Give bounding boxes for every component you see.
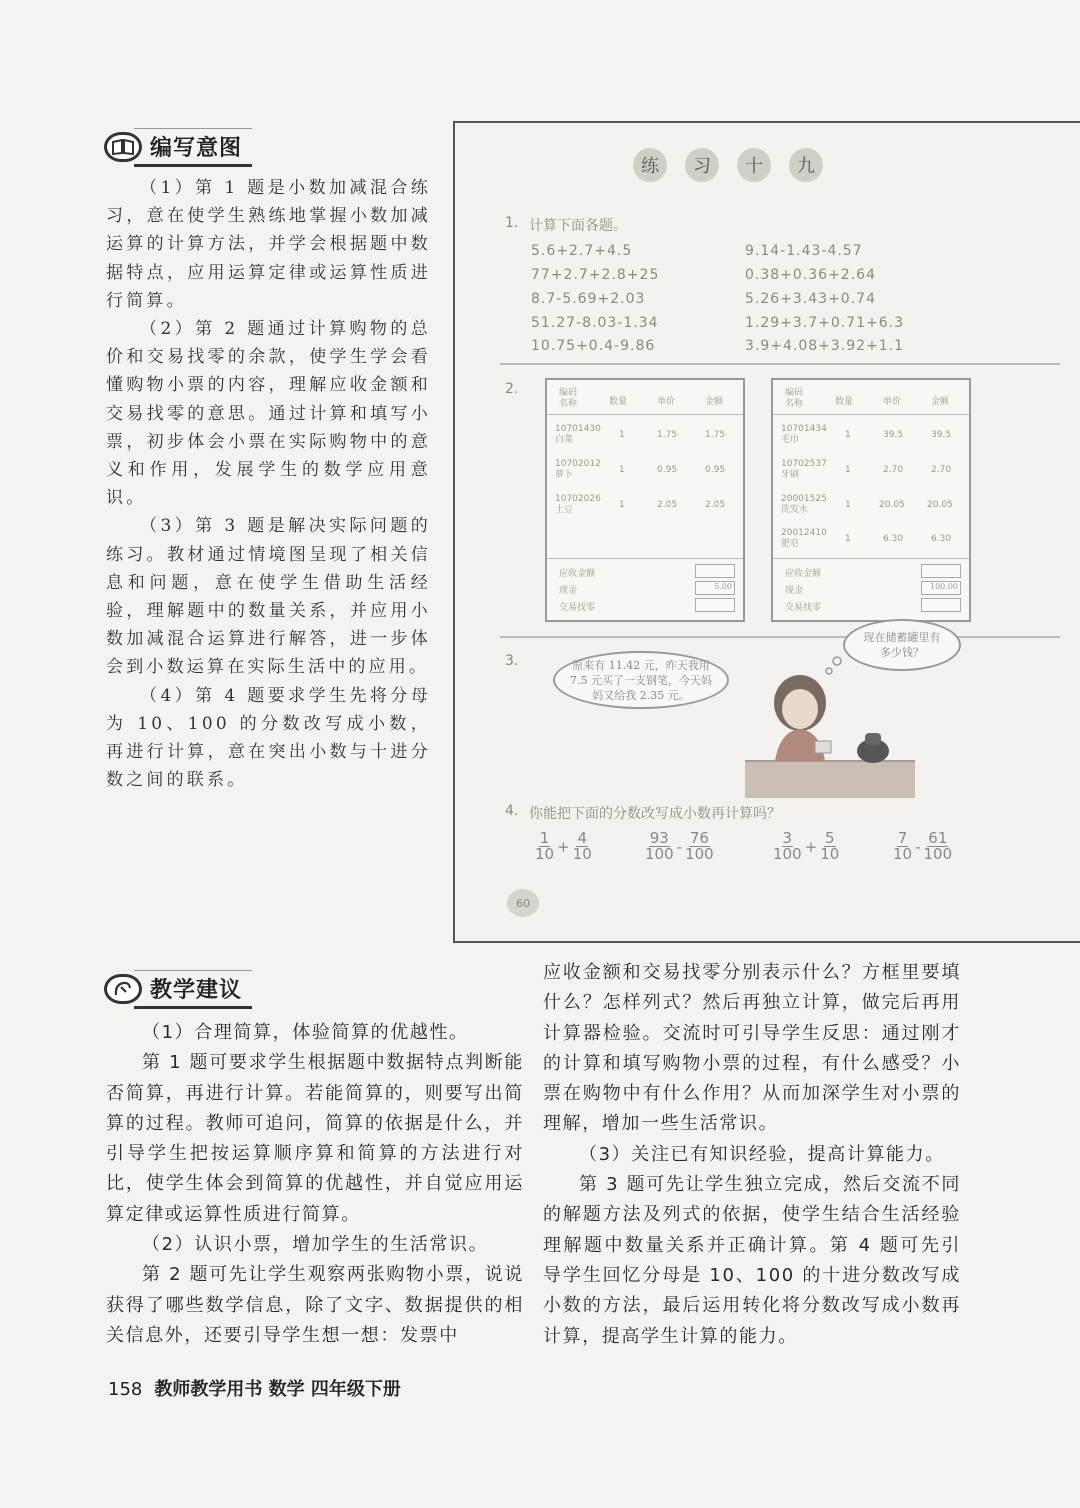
change-label: 交易找零	[559, 603, 596, 613]
ex3-label: 3.	[505, 653, 519, 669]
intent-paragraph: （2）第 2 题通过计算购物的总价和交易找零的余款，使学生学会看懂购物小票的内容，理解应收金额和交易找零的意思。通过计算和填写小票，初步体会小票在实际购物中的意义和作用，发展学生的数学应用意识。	[106, 319, 431, 509]
ex4-prompt: 你能把下面的分数改写成小数再计算吗？	[529, 806, 781, 822]
receipt-1	[545, 378, 745, 622]
ex1-item: 51.27-8.03-1.34	[531, 315, 659, 331]
item-amount: 2.05	[705, 500, 726, 510]
item-qty: 1	[845, 500, 851, 510]
ex1-item: 1.29+3.7+0.71+6.3	[745, 315, 905, 331]
ex1-prompt: 计算下面各题。	[529, 218, 627, 234]
title-char: 练	[633, 148, 667, 182]
item-code: 20001525 洗发水	[781, 494, 827, 515]
item-price: 2.70	[883, 465, 904, 475]
item-code: 10702026 土豆	[555, 494, 601, 515]
intent-paragraph: （1）第 1 题是小数加减混合练习，意在使学生熟练地掌握小数加减运算的计算方法，并学会根据题中数据特点，应用运算定律或运算性质进行简算。	[106, 178, 431, 311]
suggest-paragraph: 第 2 题可先让学生观察两张购物小票，说说获得了哪些数学信息，除了文字、数据提供的相关信息外，还要引导学生想一想：发票中	[106, 1264, 524, 1346]
speech-bubble: 原来有 11.42 元，昨天我用 7.5 元买了一支钢笔，今天妈妈又给我 2.35 元。	[553, 651, 729, 709]
header-code: 编码 名称	[559, 388, 578, 409]
header-amount: 金额	[931, 397, 950, 407]
header-qty: 数量	[835, 397, 854, 407]
suggest-paragraph: 应收金额和交易找零分别表示什么？方框里要填什么？怎样列式？然后再独立计算，做完后再用计算器检验。交流时可引导学生反思：通过刚才的计算和填写购物小票的过程，有什么感受？小票在购物中有什么作用？从而加深学生对小票的理解，增加一些生活常识。	[543, 962, 961, 1135]
header-qty: 数量	[609, 397, 628, 407]
item-code: 10702012 萝卜	[555, 459, 601, 480]
ex1-item: 9.14-1.43-4.57	[745, 243, 863, 259]
item-code: 10701434 毛巾	[781, 424, 827, 445]
fraction-expression: 1 10 + $\frac{4}{10}$	[535, 829, 592, 863]
paid-label: 现金	[559, 586, 578, 596]
item-qty: 1	[619, 430, 625, 440]
item-amount: 2.70	[931, 465, 952, 475]
item-qty: 1	[619, 500, 625, 510]
header-price: 单价	[883, 397, 902, 407]
item-qty: 1	[619, 465, 625, 475]
item-amount: 1.75	[705, 430, 726, 440]
change-box[interactable]	[695, 598, 735, 612]
page-footer	[108, 1375, 401, 1401]
book-icon	[104, 132, 142, 162]
divider	[500, 636, 1060, 638]
fraction-expression: 3 100 + $\frac{5}{10}$	[773, 829, 840, 863]
ex1-item: 5.26+3.43+0.74	[745, 291, 876, 307]
total-box[interactable]	[695, 564, 735, 578]
header-amount: 金额	[705, 397, 724, 407]
paid-box: 100.00	[921, 581, 961, 595]
item-price: 2.05	[657, 500, 678, 510]
item-price: 6.30	[883, 534, 904, 544]
suggest-paragraph: （1）合理简算，体验简算的优越性。	[142, 1022, 469, 1043]
textbook-page-number: 60	[507, 889, 539, 917]
ex2-label: 2.	[505, 381, 519, 397]
change-label: 交易找零	[785, 603, 822, 613]
intent-title: 编写意图	[134, 128, 252, 167]
item-qty: 1	[845, 430, 851, 440]
total-label: 应收金额	[785, 569, 822, 579]
intent-header	[104, 130, 252, 164]
header-code: 编码 名称	[785, 388, 804, 409]
ex1-item: 5.6+2.7+4.5	[531, 243, 633, 259]
header-price: 单价	[657, 397, 676, 407]
ex1-label: 1.	[505, 215, 519, 231]
item-amount: 6.30	[931, 534, 952, 544]
item-amount: 0.95	[705, 465, 726, 475]
fraction-expression: 93 100 - 76 100	[645, 829, 714, 863]
ex1-item: 0.38+0.36+2.64	[745, 267, 876, 283]
thought-bubble: 现在储蓄罐里有多少钱？	[843, 619, 961, 671]
ex1-item: 3.9+4.08+3.92+1.1	[745, 338, 905, 354]
suggest-paragraph: 第 3 题可先让学生独立完成，然后交流不同的解题方法及列式的依据，使学生结合生活经验理解题中数量关系并正确计算。第 4 题可先引导学生回忆分母是 10、100 的十进分数改写成小数的方法，最后运用转化将分数改写成小数再计算，提高学生计算的能力。	[543, 1174, 961, 1347]
exercise-title	[633, 148, 823, 182]
fraction-expression: 7 10 - 61 100	[893, 829, 953, 863]
suggest-paragraph: （3）关注已有知识经验，提高计算能力。	[579, 1143, 945, 1165]
ex1-item: 77+2.7+2.8+25	[531, 267, 660, 283]
intent-body	[106, 174, 431, 794]
item-code: 20012410 肥皂	[781, 528, 827, 549]
change-box[interactable]	[921, 598, 961, 612]
suggest-header	[104, 972, 252, 1006]
paid-label: 现金	[785, 586, 804, 596]
item-price: 20.05	[879, 500, 905, 510]
item-price: 1.75	[657, 430, 678, 440]
suggest-paragraph: （2）认识小票，增加学生的生活常识。	[142, 1234, 489, 1256]
item-amount: 20.05	[927, 500, 953, 510]
pen-icon	[104, 974, 142, 1004]
ex1-item: 10.75+0.4-9.86	[531, 338, 656, 354]
total-box[interactable]	[921, 564, 961, 578]
suggest-right-column	[543, 958, 961, 1352]
suggest-title: 教学建议	[134, 970, 252, 1009]
title-char: 十	[737, 148, 771, 182]
item-price: 0.95	[657, 465, 678, 475]
suggest-left-column	[106, 1018, 524, 1351]
girl-illustration	[725, 643, 915, 798]
paid-box: 5.00	[695, 581, 735, 595]
textbook-page	[453, 121, 1080, 943]
intent-paragraph: （4）第 4 题要求学生先将分母为 10、100 的分数改写成小数，再进行计算，意在突出小数与十进分数之间的联系。	[106, 685, 431, 791]
intent-paragraph: （3）第 3 题是解决实际问题的练习。教材通过情境图呈现了相关信息和问题，意在使学生借助生活经验，理解题中的数量关系，并应用小数加减混合运算进行解答，进一步体会到小数运算在实际生活中的应用。	[106, 516, 431, 678]
book-title: 教师教学用书 数学 四年级下册	[154, 1379, 401, 1400]
title-char: 习	[685, 148, 719, 182]
item-price: 39.5	[883, 430, 904, 440]
total-label: 应收金额	[559, 569, 596, 579]
item-qty: 1	[845, 534, 851, 544]
item-qty: 1	[845, 465, 851, 475]
receipt-2	[771, 378, 971, 622]
item-amount: 39.5	[931, 430, 952, 440]
item-code: 10701430 白菜	[555, 424, 601, 445]
page-number: 158	[108, 1379, 143, 1400]
item-code: 10702537 牙刷	[781, 459, 827, 480]
suggest-paragraph: 第 1 题可要求学生根据题中数据特点判断能否简算，再进行计算。若能简算的，则要写出简算的过程。教师可追问，简算的依据是什么，并引导学生把按运算顺序算和简算的方法进行对比，使学生体会到简算的优越性，并自觉应用运算定律或运算性质进行简算。	[106, 1052, 524, 1225]
ex4-label: 4.	[505, 803, 519, 819]
divider	[500, 363, 1060, 365]
title-char: 九	[789, 148, 823, 182]
ex1-item: 8.7-5.69+2.03	[531, 291, 646, 307]
